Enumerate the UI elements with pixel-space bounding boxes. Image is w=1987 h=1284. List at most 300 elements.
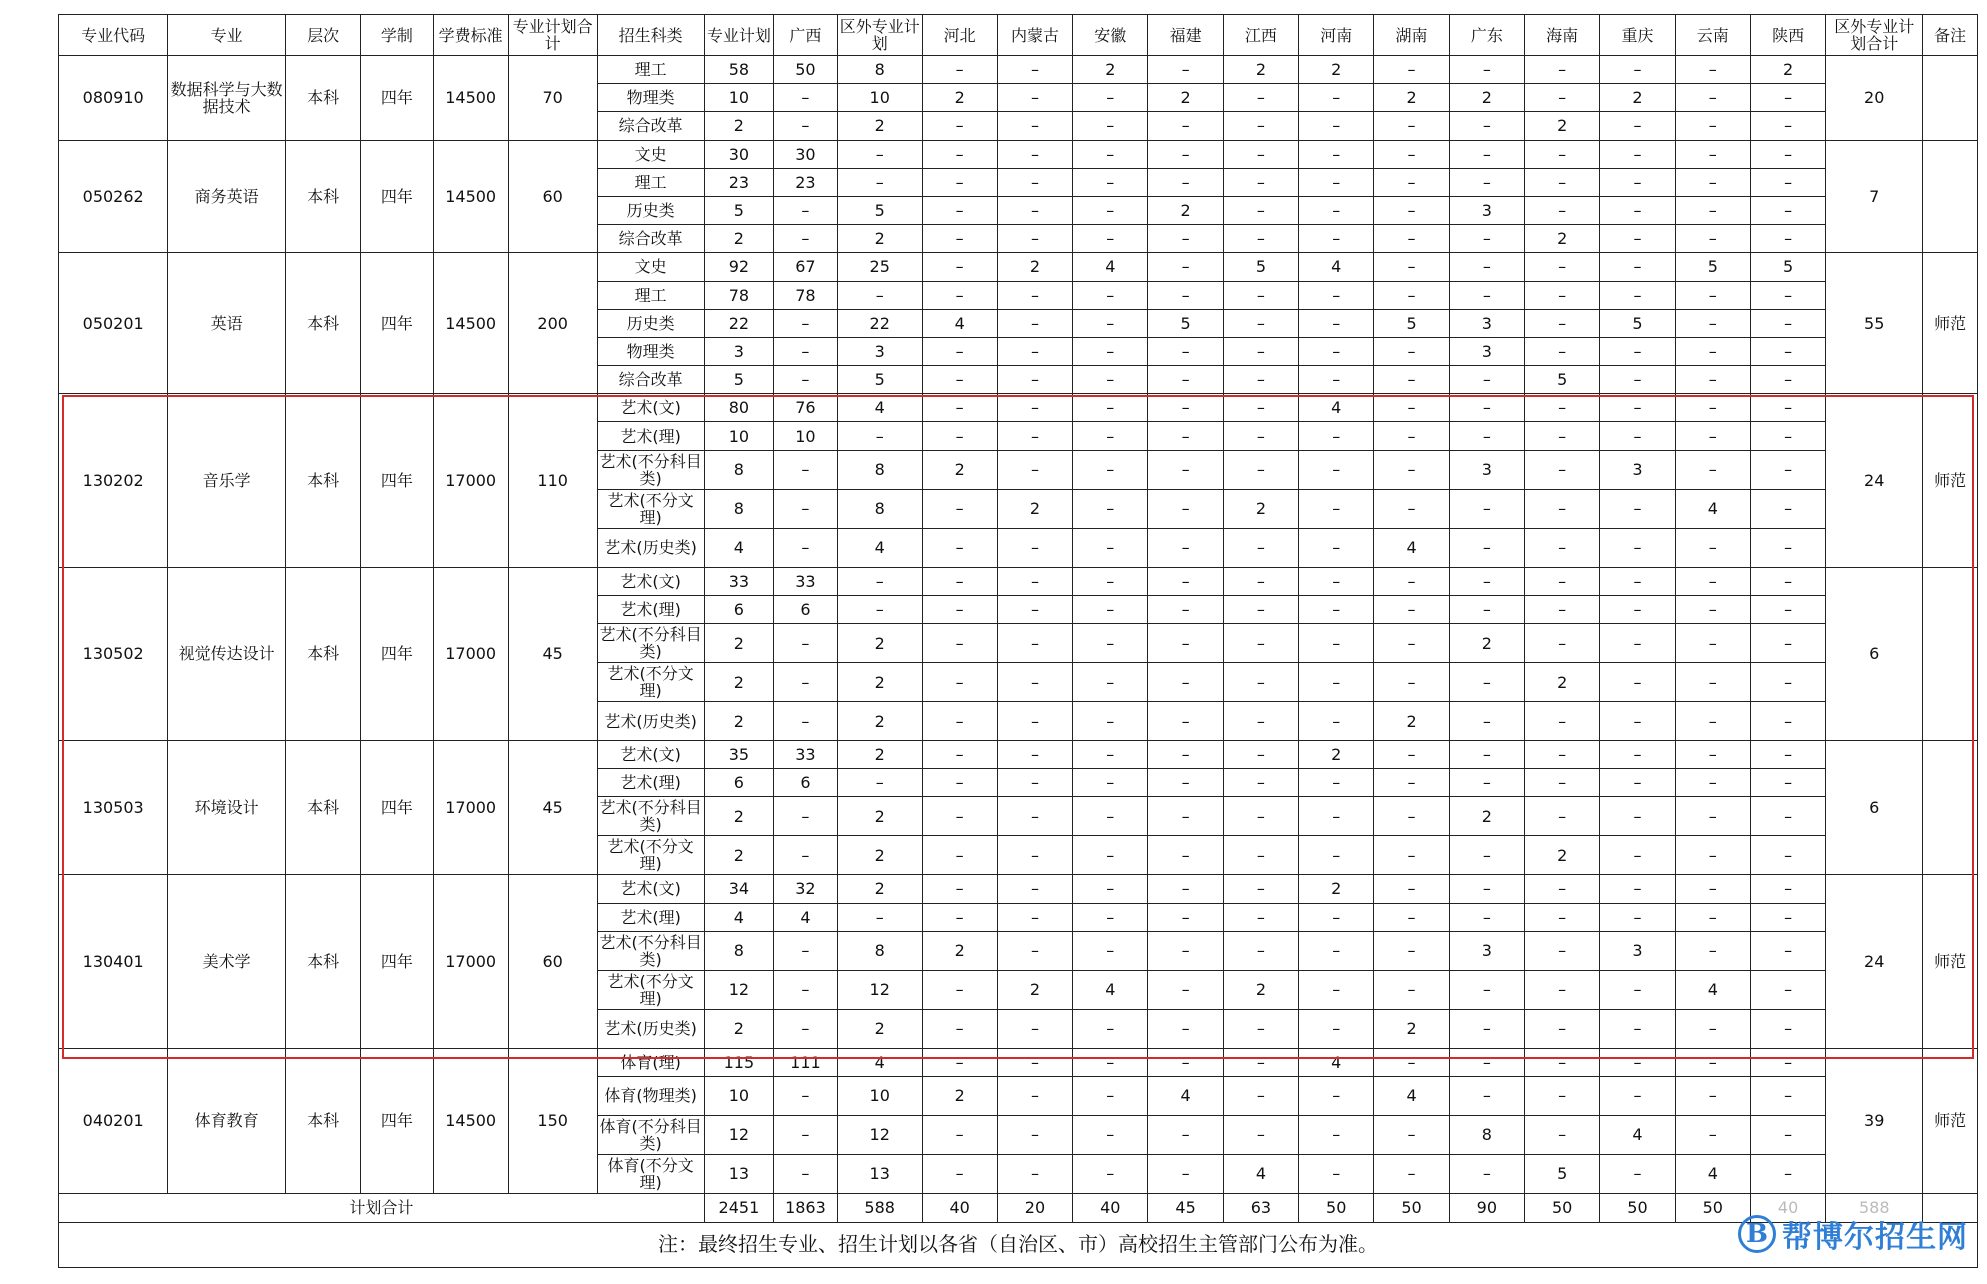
plan-cell: – [997,112,1072,140]
plan-cell: – [1148,875,1223,903]
plan-cell: 2 [997,253,1072,281]
plan-cell: 3 [1449,309,1524,337]
plan-cell: – [837,168,922,196]
plan-cell: – [837,769,922,797]
plan-cell: – [1525,489,1600,528]
plan-cell: – [1675,528,1750,567]
plan-cell: – [997,1048,1072,1076]
subject-category: 文史 [597,140,704,168]
plan-cell: – [1223,281,1298,309]
table-row [59,875,1978,903]
plan-cell: 10 [704,1076,773,1115]
column-header: 江西 [1223,15,1298,56]
plan-cell: – [1525,567,1600,595]
plan-cell: 2 [837,836,922,875]
plan-cell: 5 [1223,253,1298,281]
note-row [59,1222,1978,1267]
subject-category: 艺术(不分文理) [597,489,704,528]
subject-category: 艺术(历史类) [597,702,704,741]
plan-cell: – [1449,875,1524,903]
footnote: 注：最终招生专业、招生计划以各省（自治区、市）高校招生主管部门公布为准。 [59,1222,1978,1267]
plan-cell: – [922,769,997,797]
enrollment-plan-table [58,14,1978,1268]
plan-cell: – [997,595,1072,623]
plan-cell: – [773,797,837,836]
plan-cell: – [1223,797,1298,836]
plan-cell: – [1449,366,1524,394]
plan-cell: – [997,741,1072,769]
plan-cell: 5 [704,196,773,224]
plan-cell: 2 [1223,970,1298,1009]
subject-category: 艺术(文) [597,567,704,595]
plan-cell: – [1223,225,1298,253]
plan-cell: – [1525,281,1600,309]
plan-cell: 4 [1675,970,1750,1009]
plan-cell: – [1449,253,1524,281]
major-code: 130502 [59,567,168,740]
remark: 师范 [1923,394,1978,567]
plan-cell: – [1750,1009,1825,1048]
plan-cell: – [1525,196,1600,224]
plan-cell: 10 [837,1076,922,1115]
plan-cell: – [1600,140,1675,168]
plan-cell: – [1525,875,1600,903]
plan-cell: – [1374,567,1449,595]
plan-cell: – [1148,797,1223,836]
plan-cell: – [922,528,997,567]
plan-cell: 6 [773,595,837,623]
study-years: 四年 [361,567,433,740]
column-header: 陕西 [1750,15,1825,56]
plan-cell: 2 [837,624,922,663]
plan-cell: – [1223,337,1298,365]
total-cell: 50 [1374,1193,1449,1222]
plan-cell: – [1525,797,1600,836]
plan-cell: – [1750,702,1825,741]
plan-cell: – [997,702,1072,741]
tuition-fee: 14500 [433,56,508,141]
tuition-fee: 14500 [433,253,508,394]
plan-cell: – [1449,394,1524,422]
plan-cell: – [1750,797,1825,836]
total-cell: 588 [837,1193,922,1222]
plan-cell: – [1374,741,1449,769]
plan-cell: – [1374,196,1449,224]
plan-cell: – [1600,903,1675,931]
plan-cell: 80 [704,394,773,422]
plan-cell: 2 [1374,702,1449,741]
plan-cell: – [1374,253,1449,281]
plan-cell: 25 [837,253,922,281]
plan-cell: 111 [773,1048,837,1076]
plan-cell: – [1750,196,1825,224]
plan-cell: – [922,196,997,224]
plan-cell: 115 [704,1048,773,1076]
plan-cell: – [1148,528,1223,567]
subject-category: 文史 [597,253,704,281]
plan-cell: 23 [773,168,837,196]
plan-cell: – [1223,875,1298,903]
major-plan-total: 110 [508,394,597,567]
plan-cell: – [922,337,997,365]
plan-cell: – [1148,769,1223,797]
plan-cell: 5 [837,196,922,224]
plan-cell: – [997,56,1072,84]
major-name: 体育教育 [168,1048,286,1193]
plan-cell: – [922,366,997,394]
plan-cell: – [1675,1009,1750,1048]
plan-cell: 2 [1449,84,1524,112]
plan-cell: – [1148,422,1223,450]
table-row [59,567,1978,595]
plan-cell: – [1374,903,1449,931]
plan-cell: – [1223,931,1298,970]
plan-cell: – [1148,624,1223,663]
plan-cell: – [997,225,1072,253]
plan-cell: – [773,309,837,337]
plan-cell: – [1525,450,1600,489]
out-of-region-total: 24 [1826,394,1923,567]
plan-cell: – [1223,741,1298,769]
plan-cell: – [1223,567,1298,595]
plan-cell: – [1299,168,1374,196]
plan-cell: – [1223,1009,1298,1048]
plan-cell: – [773,225,837,253]
plan-cell: 50 [773,56,837,84]
plan-cell: – [1449,1048,1524,1076]
plan-cell: – [922,422,997,450]
plan-cell: 2 [922,1076,997,1115]
table-body [59,56,1978,1194]
plan-cell: – [1374,663,1449,702]
column-header: 内蒙古 [997,15,1072,56]
plan-cell: – [1600,1009,1675,1048]
plan-cell: – [1073,422,1148,450]
plan-cell: – [1600,970,1675,1009]
plan-cell: – [997,769,1072,797]
plan-cell: – [1299,196,1374,224]
plan-cell: 2 [1148,196,1223,224]
plan-cell: – [997,1009,1072,1048]
plan-cell: – [1675,366,1750,394]
plan-cell: 4 [1374,528,1449,567]
plan-cell: – [1073,309,1148,337]
plan-cell: – [1374,970,1449,1009]
plan-cell: – [1525,528,1600,567]
plan-cell: – [1374,281,1449,309]
plan-cell: – [1675,1115,1750,1154]
plan-cell: 2 [704,624,773,663]
plan-cell: 10 [837,84,922,112]
plan-cell: 2 [1374,1009,1449,1048]
plan-cell: 2 [1299,56,1374,84]
plan-cell: 34 [704,875,773,903]
plan-cell: – [1073,875,1148,903]
plan-cell: 6 [773,769,837,797]
plan-cell: 5 [837,366,922,394]
plan-cell: – [1600,112,1675,140]
plan-cell: – [1148,366,1223,394]
plan-cell: – [773,624,837,663]
plan-cell: – [1449,489,1524,528]
plan-cell: – [1750,624,1825,663]
plan-cell: 2 [704,836,773,875]
plan-cell: – [1449,112,1524,140]
plan-cell: 78 [773,281,837,309]
plan-cell: 2 [704,797,773,836]
plan-cell: 33 [704,567,773,595]
plan-cell: – [1750,1115,1825,1154]
plan-cell: 2 [997,489,1072,528]
plan-cell: – [997,1115,1072,1154]
plan-cell: – [922,281,997,309]
total-cell: 50 [1299,1193,1374,1222]
plan-cell: – [1600,769,1675,797]
plan-cell: – [1449,769,1524,797]
column-header: 云南 [1675,15,1750,56]
plan-cell: – [1374,225,1449,253]
plan-cell: – [1600,168,1675,196]
plan-cell: 4 [837,394,922,422]
subject-category: 艺术(理) [597,595,704,623]
plan-cell: – [1374,366,1449,394]
total-cell: 40 [922,1193,997,1222]
total-cell: 2451 [704,1193,773,1222]
plan-cell: – [1600,624,1675,663]
degree-level: 本科 [285,140,360,253]
plan-cell: – [1675,337,1750,365]
plan-cell: – [1073,337,1148,365]
plan-cell: 4 [1299,1048,1374,1076]
plan-cell: – [1600,836,1675,875]
column-header: 层次 [285,15,360,56]
plan-cell: – [1374,112,1449,140]
plan-cell: – [1675,624,1750,663]
subject-category: 艺术(理) [597,422,704,450]
plan-cell: – [997,931,1072,970]
plan-cell: – [1675,1048,1750,1076]
plan-cell: – [1750,663,1825,702]
plan-cell: – [1525,309,1600,337]
plan-cell: – [922,168,997,196]
plan-cell: – [1223,1076,1298,1115]
remark: 师范 [1923,253,1978,394]
plan-cell: – [773,702,837,741]
degree-level: 本科 [285,741,360,875]
plan-cell: 67 [773,253,837,281]
plan-cell: – [997,450,1072,489]
plan-cell: – [1073,702,1148,741]
total-cell: 40 [1073,1193,1148,1222]
remark [1923,741,1978,875]
plan-cell: 6 [704,769,773,797]
plan-cell: 33 [773,741,837,769]
plan-cell: – [1675,903,1750,931]
plan-cell: 30 [773,140,837,168]
total-cell: 63 [1223,1193,1298,1222]
plan-cell: 2 [1750,56,1825,84]
plan-cell: – [1299,422,1374,450]
major-code: 050262 [59,140,168,253]
column-header: 学制 [361,15,433,56]
plan-cell: – [837,281,922,309]
subject-category: 艺术(不分科目类) [597,624,704,663]
plan-cell: – [1750,567,1825,595]
plan-cell: – [922,112,997,140]
plan-cell: – [1073,836,1148,875]
plan-cell: 2 [1073,56,1148,84]
plan-cell: – [997,875,1072,903]
out-of-region-total: 39 [1826,1048,1923,1193]
remark: 师范 [1923,1048,1978,1193]
plan-cell: – [1750,769,1825,797]
plan-cell: – [1223,624,1298,663]
plan-cell: – [1148,253,1223,281]
plan-cell: 6 [704,595,773,623]
subject-category: 理工 [597,281,704,309]
watermark-text: 帮博尔招生网 [1782,1220,1968,1255]
plan-cell: – [1525,595,1600,623]
plan-cell: – [1299,1115,1374,1154]
plan-cell: – [1675,450,1750,489]
plan-cell: – [1148,337,1223,365]
plan-cell: – [1675,769,1750,797]
plan-cell: – [1223,903,1298,931]
remark: 师范 [1923,875,1978,1048]
total-cell: 20 [997,1193,1072,1222]
plan-cell: – [1600,394,1675,422]
plan-cell: – [1750,112,1825,140]
plan-cell: – [1073,366,1148,394]
plan-cell: 10 [704,422,773,450]
plan-cell: – [1675,836,1750,875]
plan-cell: – [1299,140,1374,168]
remark [1923,140,1978,253]
plan-cell: – [1299,567,1374,595]
subject-category: 物理类 [597,337,704,365]
plan-cell: – [1073,769,1148,797]
plan-cell: 2 [1299,875,1374,903]
plan-cell: – [1148,663,1223,702]
plan-cell: 2 [922,931,997,970]
out-of-region-total: 24 [1826,875,1923,1048]
study-years: 四年 [361,56,433,141]
plan-cell: – [1374,450,1449,489]
degree-level: 本科 [285,394,360,567]
plan-cell: 3 [1449,931,1524,970]
table-row [59,394,1978,422]
plan-cell: – [1299,489,1374,528]
plan-cell: – [1374,769,1449,797]
subject-category: 艺术(文) [597,875,704,903]
plan-cell: – [1600,281,1675,309]
plan-cell: – [773,970,837,1009]
plan-cell: – [997,422,1072,450]
subject-category: 物理类 [597,84,704,112]
plan-cell: 35 [704,741,773,769]
plan-cell: 4 [704,903,773,931]
plan-cell: – [773,366,837,394]
plan-cell: – [1525,769,1600,797]
plan-cell: 2 [837,702,922,741]
plan-cell: – [1073,1115,1148,1154]
plan-cell: 4 [1223,1154,1298,1193]
plan-cell: 92 [704,253,773,281]
plan-cell: – [1374,489,1449,528]
plan-cell: – [1073,931,1148,970]
plan-cell: – [1073,450,1148,489]
plan-cell: – [1750,309,1825,337]
plan-cell: – [1148,1154,1223,1193]
plan-cell: 2 [1525,663,1600,702]
plan-cell: – [1223,366,1298,394]
plan-cell: – [1449,836,1524,875]
plan-cell: – [1374,624,1449,663]
plan-cell: – [922,394,997,422]
plan-cell: – [922,1115,997,1154]
plan-cell: – [922,663,997,702]
total-cell: 50 [1675,1193,1750,1222]
subject-category: 体育(不分文理) [597,1154,704,1193]
plan-cell: – [1374,595,1449,623]
plan-cell: – [1675,56,1750,84]
plan-cell: – [1449,702,1524,741]
plan-cell: – [1148,225,1223,253]
major-plan-total: 45 [508,741,597,875]
column-header: 区外专业计划 [837,15,922,56]
subject-category: 理工 [597,56,704,84]
plan-cell: – [1750,394,1825,422]
plan-cell: – [997,84,1072,112]
plan-cell: – [1525,1048,1600,1076]
plan-cell: – [1750,528,1825,567]
major-name: 数据科学与大数据技术 [168,56,286,141]
major-name: 视觉传达设计 [168,567,286,740]
plan-cell: – [1223,168,1298,196]
plan-cell: 2 [922,450,997,489]
plan-cell: 30 [704,140,773,168]
major-name: 美术学 [168,875,286,1048]
plan-cell: – [1449,422,1524,450]
plan-cell: – [1223,112,1298,140]
plan-cell: 4 [1299,253,1374,281]
subject-category: 综合改革 [597,112,704,140]
plan-cell: – [1148,112,1223,140]
plan-cell: – [1299,595,1374,623]
plan-cell: 10 [704,84,773,112]
plan-cell: – [1148,489,1223,528]
plan-cell: – [1223,769,1298,797]
major-name: 商务英语 [168,140,286,253]
plan-cell: – [1525,931,1600,970]
plan-cell: – [1148,1009,1223,1048]
plan-cell: – [997,1076,1072,1115]
column-header: 河北 [922,15,997,56]
plan-cell: – [997,196,1072,224]
subject-category: 综合改革 [597,366,704,394]
plan-cell: – [1148,567,1223,595]
plan-cell: – [1299,1009,1374,1048]
study-years: 四年 [361,875,433,1048]
plan-cell: – [773,1009,837,1048]
plan-cell: – [1299,797,1374,836]
plan-cell: – [1750,741,1825,769]
plan-cell: 2 [837,797,922,836]
plan-cell: 4 [1073,253,1148,281]
table-row [59,56,1978,84]
plan-cell: – [1073,1048,1148,1076]
plan-cell: – [922,797,997,836]
